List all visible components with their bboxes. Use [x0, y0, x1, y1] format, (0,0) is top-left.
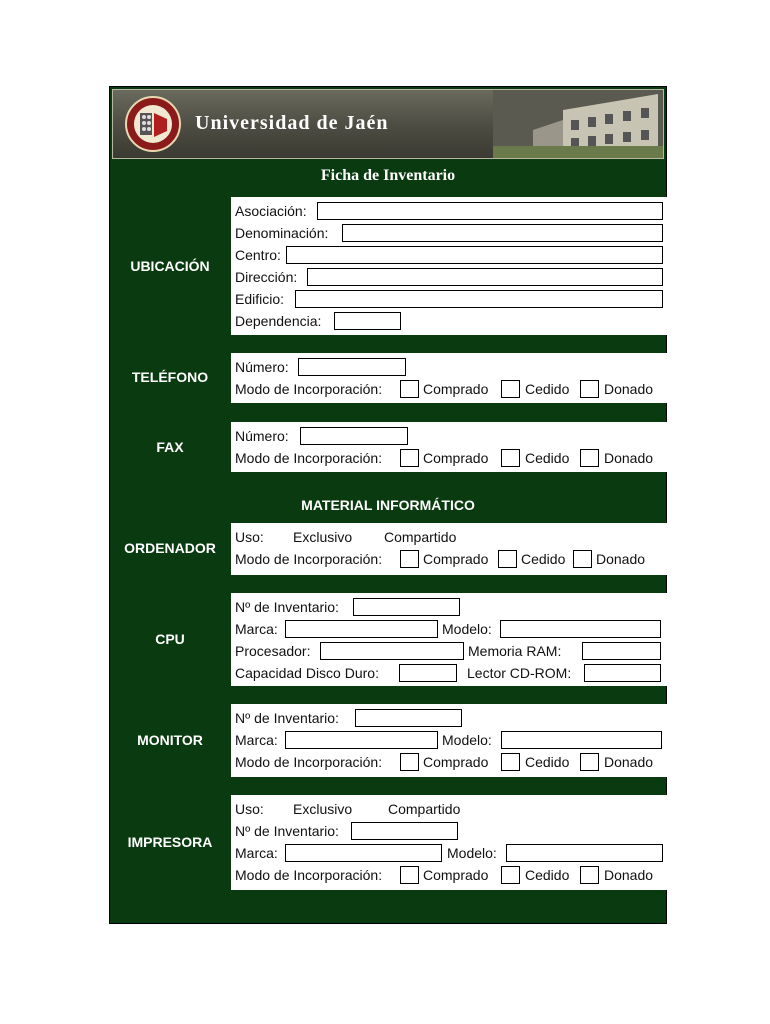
section-label-monitor: MONITOR — [137, 732, 203, 748]
asociacion-label: Asociación: — [235, 203, 307, 219]
asociacion-field[interactable] — [317, 202, 663, 220]
impresora-exclusivo-option[interactable]: Exclusivo — [293, 801, 353, 817]
monitor-inventario-field[interactable] — [355, 709, 462, 727]
section-label-cpu: CPU — [155, 631, 185, 647]
cpu-lector-label: Lector CD-ROM: — [467, 665, 572, 681]
fax-numero-label: Número: — [235, 428, 289, 444]
monitor-cedido-label: Cedido — [525, 754, 570, 770]
fax-modo-label: Modo de Incorporación: — [235, 450, 383, 466]
fax-numero-field[interactable] — [300, 427, 408, 445]
impresora-modelo-field[interactable] — [506, 844, 663, 862]
section-label-impresora: IMPRESORA — [127, 834, 213, 850]
fax-cedido-checkbox[interactable] — [501, 449, 520, 467]
impresora-donado-label: Donado — [604, 867, 654, 883]
impresora-inventario-label: Nº de Inventario: — [235, 823, 339, 839]
impresora-cedido-label: Cedido — [525, 867, 570, 883]
direccion-field[interactable] — [307, 268, 663, 286]
fax-cedido-label: Cedido — [525, 450, 570, 466]
centro-field[interactable] — [286, 246, 663, 264]
monitor-marca-label: Marca: — [235, 732, 278, 748]
impresora-uso-label: Uso: — [235, 801, 264, 817]
denominacion-label: Denominación: — [235, 225, 329, 241]
fax-donado-label: Donado — [604, 450, 654, 466]
ordenador-cedido-checkbox[interactable] — [498, 550, 517, 568]
monitor-marca-field[interactable] — [285, 731, 438, 749]
inventory-form — [109, 86, 667, 924]
monitor-inventario-label: Nº de Inventario: — [235, 710, 339, 726]
cpu-memoria-field[interactable] — [582, 642, 661, 660]
section-label-ordenador: ORDENADOR — [124, 540, 216, 556]
university-name: Universidad de Jaén — [195, 112, 389, 134]
ordenador-compartido-option[interactable]: Compartido — [384, 529, 457, 545]
cpu-lector-field[interactable] — [584, 664, 661, 682]
cpu-marca-label: Marca: — [235, 621, 278, 637]
building-photo — [493, 90, 663, 158]
cpu-inventario-label: Nº de Inventario: — [235, 599, 339, 615]
telefono-numero-field[interactable] — [298, 358, 406, 376]
impresora-modelo-label: Modelo: — [447, 845, 497, 861]
section-label-telefono: TELÉFONO — [131, 369, 209, 385]
ordenador-exclusivo-option[interactable]: Exclusivo — [293, 529, 353, 545]
cpu-marca-field[interactable] — [285, 620, 438, 638]
impresora-panel — [231, 795, 667, 890]
monitor-modo-label: Modo de Incorporación: — [235, 754, 383, 770]
university-banner — [112, 89, 664, 159]
ubicacion-panel — [231, 197, 667, 335]
cpu-modelo-field[interactable] — [500, 620, 661, 638]
centro-label: Centro: — [235, 247, 281, 263]
monitor-modelo-label: Modelo: — [442, 732, 492, 748]
impresora-comprado-label: Comprado — [423, 867, 489, 883]
impresora-comprado-checkbox[interactable] — [400, 866, 419, 884]
university-seal-logo — [123, 95, 183, 153]
telefono-donado-label: Donado — [604, 381, 654, 397]
cpu-procesador-label: Procesador: — [235, 643, 311, 659]
ordenador-comprado-label: Comprado — [423, 551, 489, 567]
denominacion-field[interactable] — [342, 224, 663, 242]
monitor-panel — [231, 704, 667, 777]
monitor-comprado-checkbox[interactable] — [400, 753, 419, 771]
telefono-donado-checkbox[interactable] — [580, 380, 599, 398]
fax-panel — [231, 422, 667, 472]
impresora-marca-field[interactable] — [285, 844, 442, 862]
cpu-panel — [231, 593, 667, 686]
fax-comprado-label: Comprado — [423, 450, 489, 466]
fax-comprado-checkbox[interactable] — [400, 449, 419, 467]
edificio-field[interactable] — [295, 290, 663, 308]
telefono-comprado-checkbox[interactable] — [400, 380, 419, 398]
cpu-modelo-label: Modelo: — [442, 621, 492, 637]
section-label-fax: FAX — [156, 439, 184, 455]
impresora-marca-label: Marca: — [235, 845, 278, 861]
telefono-numero-label: Número: — [235, 359, 289, 375]
cpu-disco-label: Capacidad Disco Duro: — [235, 665, 379, 681]
impresora-donado-checkbox[interactable] — [580, 866, 599, 884]
section-label-ubicacion: UBICACIÓN — [130, 258, 210, 274]
monitor-modelo-field[interactable] — [501, 731, 662, 749]
form-title: Ficha de Inventario — [320, 167, 456, 184]
impresora-inventario-field[interactable] — [351, 822, 458, 840]
ordenador-cedido-label: Cedido — [521, 551, 566, 567]
ordenador-panel — [231, 523, 667, 575]
dependencia-label: Dependencia: — [235, 313, 322, 329]
cpu-disco-field[interactable] — [399, 664, 457, 682]
monitor-comprado-label: Comprado — [423, 754, 489, 770]
telefono-cedido-checkbox[interactable] — [501, 380, 520, 398]
ordenador-donado-label: Donado — [596, 551, 646, 567]
telefono-comprado-label: Comprado — [423, 381, 489, 397]
impresora-modo-label: Modo de Incorporación: — [235, 867, 383, 883]
ordenador-comprado-checkbox[interactable] — [400, 550, 419, 568]
cpu-procesador-field[interactable] — [320, 642, 464, 660]
telefono-cedido-label: Cedido — [525, 381, 570, 397]
material-informatico-title: MATERIAL INFORMÁTICO — [301, 497, 475, 513]
fax-donado-checkbox[interactable] — [580, 449, 599, 467]
cpu-memoria-label: Memoria RAM: — [468, 643, 562, 659]
direccion-label: Dirección: — [235, 269, 298, 285]
edificio-label: Edificio: — [235, 291, 285, 307]
monitor-cedido-checkbox[interactable] — [501, 753, 520, 771]
cpu-inventario-field[interactable] — [353, 598, 460, 616]
ordenador-modo-label: Modo de Incorporación: — [235, 551, 383, 567]
telefono-panel — [231, 353, 667, 403]
impresora-compartido-option[interactable]: Compartido — [388, 801, 461, 817]
dependencia-field[interactable] — [334, 312, 401, 330]
monitor-donado-checkbox[interactable] — [580, 753, 599, 771]
ordenador-donado-checkbox[interactable] — [573, 550, 592, 568]
telefono-modo-label: Modo de Incorporación: — [235, 381, 383, 397]
ordenador-uso-label: Uso: — [235, 529, 264, 545]
impresora-cedido-checkbox[interactable] — [501, 866, 520, 884]
monitor-donado-label: Donado — [604, 754, 654, 770]
